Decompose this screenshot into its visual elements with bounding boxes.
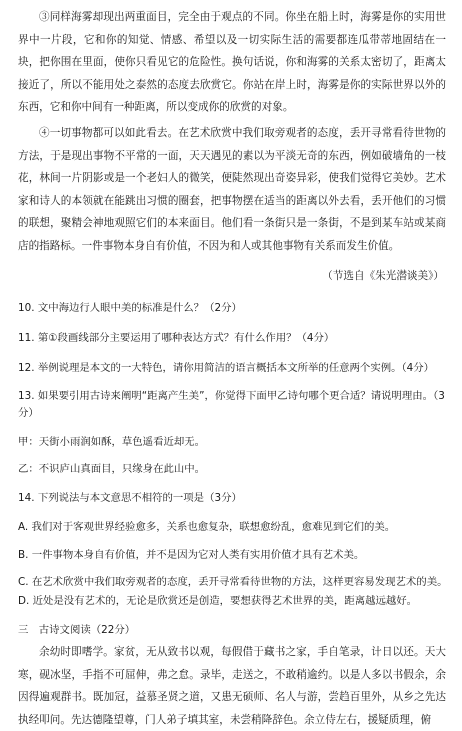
passage-paragraph-4: ④一切事物都可以如此看去。在艺术欣赏中我们取旁观者的态度，丢开寻常看待世物的方法，于是现出事物不平常的一面，天天遇见的素以为平淡无奇的东西，例如破墙角的一枝花，林间一片阴影或是一个老妇人的微笑，便陡然现出奇姿异彩，使我们觉得它美妙。艺术家和诗人的本领就在能跳出习惯的圈套，把事物摆在适当的距离以外去看，丢开他们的习惯的联想，聚精会神地观照它们的本来面目。他们看一条街只是一条街，不是到某车站或某商店的指路标。一件事物本身自有价值，不因为和人或其他事物有关系而发生价值。 — [18, 127, 446, 252]
passage-paragraph-3: ③同样海雾却现出两重面目，完全由于观点的不同。你坐在船上时，海雾是你的实用世界中一片段，它和你的知觉、情感、希望以及一切实际生活的需要都连瓜带蒂地固结在一块，把你围在里面，使你只看见它的危险性。换句话说，你和海雾的关系太密切了，距离太接近了，所以不能用处之泰然的态度去欣赏它。你站在岸上时，海雾是你的实际世界以外的东西，它和你中间有一种距离，所以变成你的欣赏的对象。 — [18, 11, 446, 113]
poem-a: 甲：天街小雨润如酥，草色遥看近却无。 — [18, 436, 206, 448]
passage-source: （节选自《朱光潜谈美》） — [322, 270, 444, 282]
question-10: 10. 文中海边行人眼中美的标准是什么？（2分） — [18, 302, 242, 314]
question-14: 14. 下列说法与本文意思不相符的一项是（3分） — [18, 492, 242, 504]
option-a: A. 我们对于客观世界经验愈多，关系也愈复杂，联想愈纷乱，愈难见到它们的美。 — [18, 521, 396, 533]
option-c: C. 在艺术欣赏中我们取旁观者的态度，丢开寻常看待世物的方法，这样更容易发现艺术的美。 — [18, 576, 448, 588]
question-12: 12. 举例说理是本文的一大特色，请你用简洁的语言概括本文所举的任意两个实例。（4分） — [18, 362, 435, 374]
question-13: 13. 如果要引用古诗来阐明“距离产生美”，你觉得下面甲乙诗句哪个更合适？请说明理由。（3分） — [18, 390, 445, 419]
section-3-passage: 余幼时即嗜学。家贫，无从致书以观，每假借于藏书之家，手自笔录，计日以还。天大寒，砚冰坚，手指不可屈伸，弗之怠。录毕，走送之，不敢稍逾约。以是人多以书假余，余因得遍观群书。既加冠，益慕圣贤之道，又患无硕师、名人与游，尝趋百里外，从乡之先达执经叩问。先达德隆望尊，门人弟子填其室，未尝稍降辞色。余立侍左右，援疑质理，俯 — [18, 646, 446, 726]
option-d: D. 近处是没有艺术的，无论是欣赏还是创造，要想获得艺术世界的美，距离越远越好。 — [18, 595, 418, 607]
question-11: 11. 第①段画线部分主要运用了哪种表达方式？有什么作用？（4分） — [18, 332, 335, 344]
option-b: B. 一件事物本身自有价值，并不是因为它对人类有实用价值才具有艺术美。 — [18, 549, 365, 561]
poem-b: 乙：不识庐山真面目，只缘身在此山中。 — [18, 463, 206, 475]
section-3-heading: 三 古诗文阅读（22分） — [18, 624, 136, 636]
